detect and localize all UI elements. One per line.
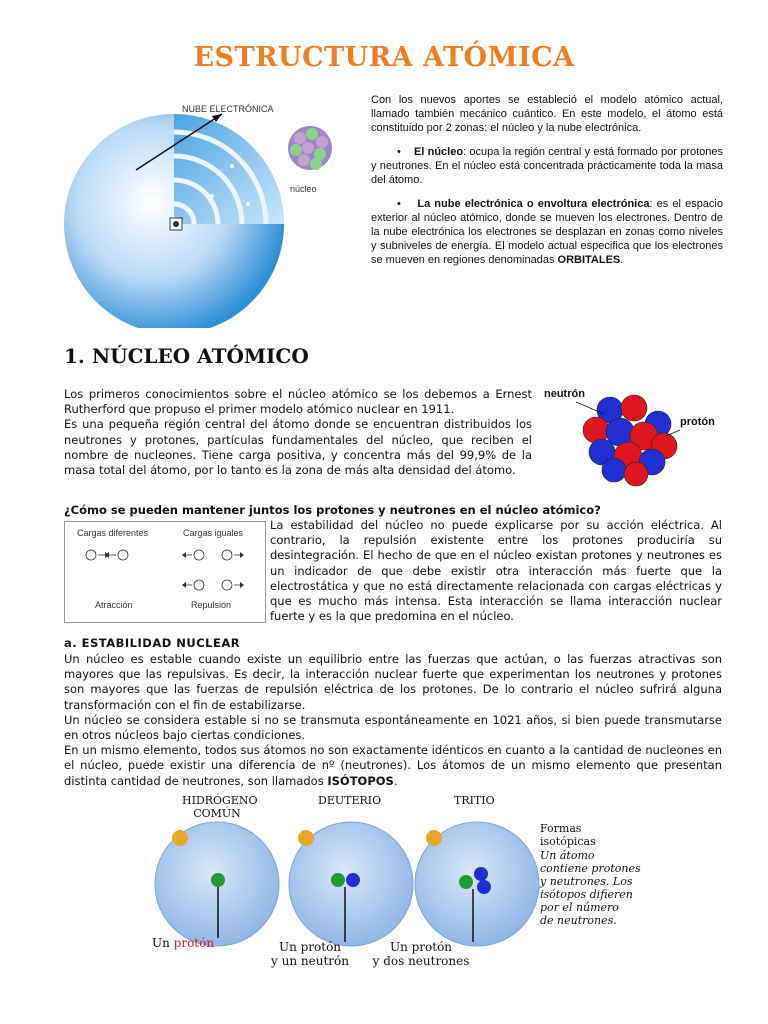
intro-paragraph: Con los nuevos aportes se estableció el modelo atómico actual, llamado también mecánico cuántico. En este modelo, el átomo está constituido por 2 zonas: el núcleo y la nube electrónica. [371, 94, 723, 134]
caption-deuterium-1: Un protón [278, 940, 342, 954]
note-title-1: Formas [540, 822, 582, 835]
caption-tritium [368, 940, 474, 968]
nucleus-definition-paragraph: Es una pequeña región central del átomo donde se encuentran distribuidos los neutrones y protones, partículas fundamentales del núcleo, que reciben el nombre de nucleones. Tiene carga positiva, y concentra más del 99,9% de la masa total del átomo, por lo tanto es la zona de más alta densidad del átomo. [64, 417, 532, 478]
question-heading: ¿Cómo se pueden mantener juntos los protones y neutrones en el núcleo atómico? [64, 503, 601, 517]
forces-figure [64, 521, 266, 623]
proton-label: protón [680, 416, 715, 428]
nucleus-label: núcleo [290, 184, 317, 194]
stability-paragraph-3 [64, 743, 722, 789]
caption-tritium-2: y dos neutrones [372, 954, 470, 968]
cloud-label: NUBE ELECTRÓNICA [182, 104, 274, 114]
caption-hydrogen-b: protón [173, 936, 215, 950]
note-line: contiene protones [540, 862, 641, 875]
bullet-cloud-end: . [620, 254, 624, 266]
hydrogen-title-line2: COMÚN [193, 807, 241, 820]
nucleus-intro [64, 387, 532, 478]
forces-left-title: Cargas diferentes [77, 528, 149, 538]
subheading-stability: a. ESTABILIDAD NUCLEAR [64, 636, 241, 650]
note-body [540, 849, 648, 927]
bullet-cloud: • La nube electrónica o envoltura electrónica: es el espacio exterior al núcleo atómico, donde se mueven los electrones. Dentro de la nube electrónica los electrones se desplazan en zonas como niveles y subniveles de energía. El modelo actual especifica que los electrones se mueven en regiones denominadas ORBITALES. [371, 198, 723, 266]
note-line: y neutrones. Los [540, 875, 633, 888]
bullet-nucleus: • El núcleo: ocupa la región central y está formado por protones y neutrones. En el núcleo está concentrada prácticamente toda la masa del átomo. [371, 146, 724, 186]
section-heading: 1. NÚCLEO ATÓMICO [64, 344, 309, 368]
orbitales-term: ORBITALES [557, 254, 621, 266]
hydrogen-title [182, 794, 258, 820]
note-line: Un átomo [540, 849, 595, 862]
note-line: isótopos difieren [540, 888, 633, 901]
repulsion-caption: Repulsión [191, 600, 232, 610]
isotopes-term: ISÓTOPOS [327, 773, 394, 788]
rutherford-paragraph: Los primeros conocimientos sobre el núcleo atómico se los debemos a Ernest Rutherford que propuso el primer modelo atómico nuclear en 1911. [64, 387, 532, 417]
bullet-cloud-text: : es el espacio exterior al núcleo atómico, donde se mueven los electrones. Dentro de la nube electrónica los electrones se desplazan en zonas como niveles y subniveles de energía. El modelo actual especifica que los electrones se mueven en regiones denominadas [371, 198, 723, 266]
answer-paragraph: La estabilidad del núcleo no puede explicarse por su acción eléctrica. Al contrario, la repulsión existente entre los protones produciría su desintegración. El hecho de que en el núcleo existan protones y neutrones es un indicador de que debe existir otra interacción más fuerte que la electrostática y que no está directamente relacionada con cargas eléctricas y que es mucho más intensa. Esta interacción se llama interacción nuclear fuerte y es la que predomina en el núcleo. [270, 518, 722, 624]
caption-tritium-1: Un protón [389, 940, 453, 954]
forces-right-title: Cargas iguales [183, 528, 244, 538]
bullet-nucleus-term: El núcleo [413, 146, 464, 158]
tritium-title: TRITIO [454, 794, 495, 807]
caption-deuterium-2: y un neutrón [271, 954, 349, 968]
isotopes-end: . [393, 773, 398, 788]
page-title: ESTRUCTURA ATÓMICA [193, 42, 575, 73]
attraction-caption: Atracción [95, 600, 133, 610]
isotopes-figure [148, 792, 648, 978]
neutron-label: neutrón [544, 388, 585, 400]
deuterium-title: DEUTERIO [318, 794, 382, 807]
caption-deuterium [270, 940, 350, 968]
hydrogen-title-line1: HIDRÓGENO [182, 794, 258, 807]
note-line: de neutrones. [540, 914, 617, 927]
isotopes-sentence: En un mismo elemento, todos sus átomos no son exactamente idénticos en cuanto a la cantidad de nucleones en el núcleo, puede existir una diferencia de nº (neutrones). Los átomos de un mismo elemento que presentan distinta cantidad de neutrones, son llamados [64, 743, 722, 788]
bullet-nucleus-text: : ocupa la región central y está formado por protones y neutrones. En el núcleo está concentrada prácticamente toda la masa del átomo. [371, 146, 724, 186]
nucleus-figure [540, 388, 730, 488]
bullet-cloud-term: La nube electrónica o envoltura electrónica [417, 198, 650, 210]
note-line: por el número [540, 901, 619, 914]
caption-hydrogen-a: Un [152, 936, 174, 950]
stability-paragraph-1: Un núcleo es estable cuando existe un equilibrio entre las fuerzas que actúan, o las fuerzas atractivas son mayores que las repulsivas. Es decir, la interacción nuclear fuerte que experimentan los neutrones y protones son mayores que las fuerzas de repulsión eléctrica de los protones. De lo contrario el núcleo sufrirá alguna transformación con el fin de estabilizarse. [64, 652, 722, 712]
isotopes-note [540, 822, 648, 927]
atom-cutaway-figure [44, 92, 344, 328]
caption-hydrogen [152, 936, 214, 950]
note-title-2: isotópicas [540, 835, 596, 848]
stability-text [64, 652, 722, 789]
intro-text [371, 93, 723, 277]
stability-paragraph-2: Un núcleo se considera estable si no se transmuta espontáneamente en 1021 años, si bien puede transmutarse en otros núcleos bajo ciertas condiciones. [64, 712, 722, 743]
